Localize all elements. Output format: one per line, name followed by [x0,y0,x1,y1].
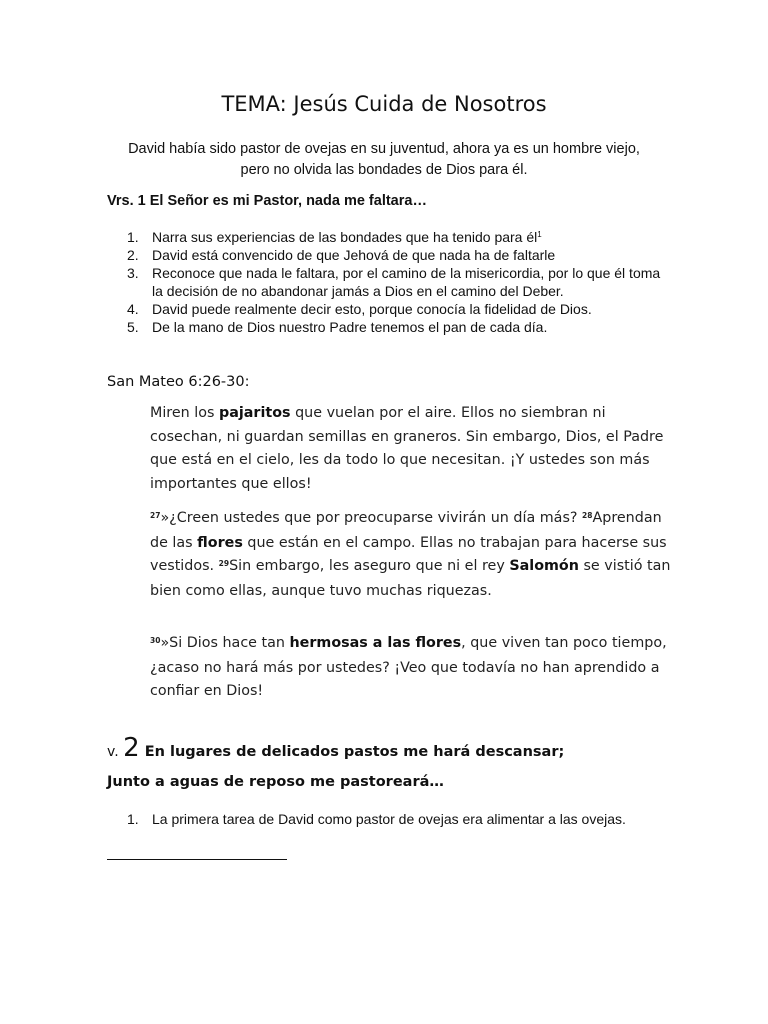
list-text: David está convencido de que Jehová de que nada ha de faltarle [152,247,556,263]
scripture-paragraph [150,632,680,704]
list-number: 1. [127,229,139,245]
list-item [107,810,667,828]
verse-prefix: v. [107,744,124,760]
list-item [107,246,667,264]
verse-1-heading: Vrs. 1 El Señor es mi Pastor, nada me faltara… [107,193,427,209]
verse-2-subheading: Junto a aguas de reposo me pastoreará… [107,774,444,790]
verse-number: 28 [582,511,593,520]
list-number: 1. [127,811,139,827]
scripture-bold: Salomón [509,558,579,574]
list-item [107,300,667,318]
scripture-bold: hermosas a las flores [289,635,462,651]
scripture-text: »Si Dios hace tan [160,635,290,651]
verse-2-list [107,810,667,828]
list-text: La primera tarea de David como pastor de ovejas era alimentar a las ovejas. [152,811,626,827]
scripture-bold: pajaritos [219,405,291,421]
scripture-paragraph [150,507,680,603]
list-item [107,228,667,246]
verse-2-heading [107,733,564,763]
verse-1-list [107,228,667,336]
scripture-text: »¿Creen ustedes que por preocuparse vivirán un día más? [160,510,583,526]
scripture-text: , que viven tan poco tiempo, ¿acaso no hará más por ustedes? ¡Veo que todavía no han aprendido a confiar en Dios! [150,635,667,699]
scripture-paragraph [150,402,680,496]
scripture-text: Miren los [150,405,219,421]
verse-number: 29 [218,559,230,568]
scripture-bold: flores [197,534,243,551]
list-text: Narra sus experiencias de las bondades que ha tenido para él [152,229,538,245]
intro-paragraph [104,139,664,181]
page-title: TEMA: Jesús Cuida de Nosotros [221,92,547,116]
list-number: 5. [127,319,139,335]
verse-number: 30 [150,636,161,645]
scripture-text: Sin embargo, les aseguro que ni el rey [229,558,510,574]
list-text: Reconoce que nada le faltara, por el camino de la misericordia, por lo que él toma la decisión de no abandonar jamás a Dios en el camino del Deber. [152,265,661,299]
list-number: 3. [127,265,139,281]
verse-number: 27 [150,511,161,520]
list-text: De la mano de Dios nuestro Padre tenemos el pan de cada día. [152,319,548,335]
scripture-text: que vuelan por el aire. Ellos no siembran ni cosechan, ni guardan semillas en graneros. Sin embargo, Dios, el Padre que está en el cielo, les da todo lo que necesitan. ¡Y ustedes son más importantes que ellos! [150,405,664,492]
list-number: 2. [127,247,139,263]
intro-line: pero no olvida las bondades de Dios para él. [240,162,528,178]
scripture-text: se vistió tan bien como ellas, aunque tuvo muchas riquezas. [150,558,671,599]
footnote-separator [107,859,287,860]
verse-2-text: En lugares de delicados pastos me hará descansar; [139,744,565,760]
scripture-text: que están en el campo. Ellas no trabajan para hacerse sus vestidos. [150,534,667,574]
list-item [107,264,667,300]
mateo-heading: San Mateo 6:26-30: [107,374,250,390]
intro-line: David había sido pastor de ovejas en su juventud, ahora ya es un hombre viejo, [128,141,640,157]
footnote-ref[interactable]: 1 [537,230,542,239]
verse-number-large: 2 [123,733,140,763]
list-text: David puede realmente decir esto, porque conocía la fidelidad de Dios. [152,301,592,317]
scripture-text: Aprendan de las [150,510,662,551]
list-item [107,318,667,336]
list-number: 4. [127,301,139,317]
